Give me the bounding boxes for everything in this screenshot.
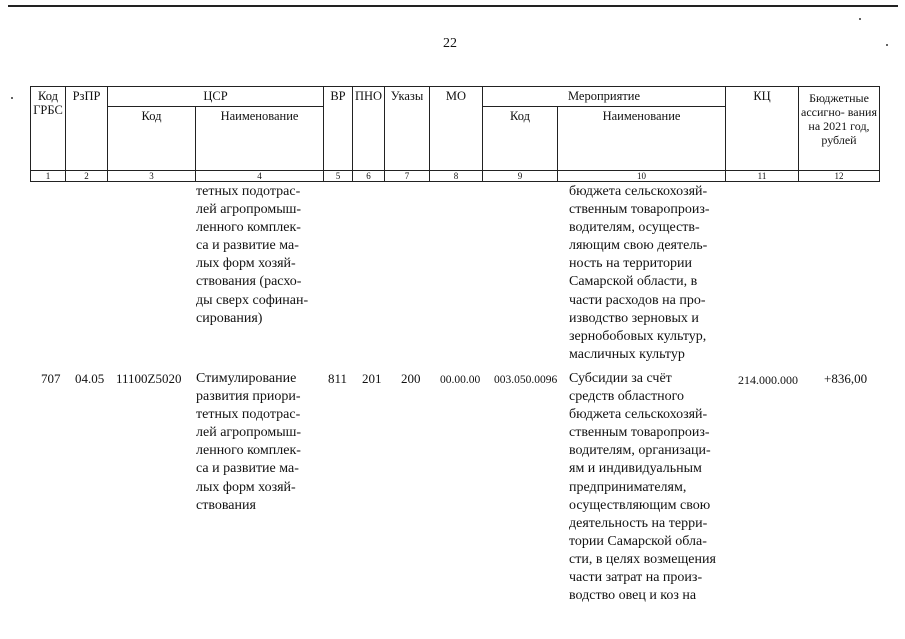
text-line: Субсидии за счёт: [569, 371, 672, 386]
text-line: части затрат на произ-: [569, 570, 703, 586]
text-line: ствования: [196, 497, 256, 513]
text-line: ям и индивидуальным: [569, 461, 702, 477]
scan-speck: [886, 44, 888, 46]
cell-csr-name: [196, 370, 322, 515]
cell-mo: 00.00.00: [440, 374, 481, 386]
header-budget: Бюджетные ассигно- вания на 2021 год, рублей: [799, 87, 880, 171]
text-line: Самарской области, в: [569, 274, 698, 290]
text-line: средств областного: [569, 389, 685, 405]
text-line: развития приори-: [196, 389, 301, 405]
text-line: тетных подотрас-: [196, 184, 301, 199]
text-line: масличных культур: [569, 346, 685, 362]
text-line: ствования (расхо-: [196, 274, 302, 290]
col-number: 2: [66, 171, 108, 182]
col-number: 1: [31, 171, 66, 182]
text-line: лей агропромыш-: [196, 425, 302, 441]
text-line: водителям, организаци-: [569, 443, 711, 459]
text-line: деятельность на терри-: [569, 515, 708, 531]
col-number: 12: [799, 171, 880, 182]
cell-pno: 201: [362, 371, 382, 386]
header-csr: ЦСР: [108, 87, 324, 107]
text-line: лых форм хозяй-: [196, 256, 296, 272]
header-csr-name: Наименование: [196, 107, 324, 171]
text-line: ленного комплек-: [196, 220, 301, 236]
column-number-row: [31, 171, 880, 182]
text-line: части расходов на про-: [569, 292, 706, 308]
header-meropriyatie: Мероприятие: [483, 87, 726, 107]
text-line: ность на территории: [569, 256, 693, 272]
text-line: бюджета сельскохозяй-: [569, 184, 708, 199]
col-number: 9: [483, 171, 558, 182]
text-line: водителям, осуществ-: [569, 220, 700, 236]
text-line: зернобобовых культур,: [569, 328, 707, 344]
continuation-csr-name: [196, 183, 322, 328]
scan-speck: [859, 18, 861, 20]
col-number: 6: [353, 171, 385, 182]
col-number: 7: [385, 171, 430, 182]
header-ukazy: Указы: [385, 87, 430, 171]
cell-rzpr: 04.05: [75, 371, 105, 386]
header-mer-name: Наименование: [558, 107, 726, 171]
text-line: ды сверх софинан-: [196, 292, 309, 308]
cell-kc: 214.000.000: [738, 373, 798, 387]
col-number: 10: [558, 171, 726, 182]
cell-csr-kod: 11100Z5020: [116, 371, 182, 386]
scan-speck: [11, 97, 13, 99]
text-line: са и развитие ма-: [196, 461, 299, 477]
text-line: бюджета сельскохозяй-: [569, 407, 708, 423]
text-line: тории Самарской обла-: [569, 533, 707, 549]
text-line: са и развитие ма-: [196, 238, 299, 254]
col-number: 3: [108, 171, 196, 182]
header-vr: ВР: [324, 87, 353, 171]
header-kod-grbs: Код ГРБС: [31, 87, 66, 171]
col-number: 11: [726, 171, 799, 182]
col-number: 8: [430, 171, 483, 182]
header-rzpr: РзПР: [66, 87, 108, 171]
page-number: 22: [443, 36, 457, 51]
text-line: осуществляющим свою: [569, 497, 711, 513]
text-line: тетных подотрас-: [196, 407, 301, 423]
col-number: 5: [324, 171, 353, 182]
text-line: лых форм хозяй-: [196, 479, 296, 495]
text-line: Стимулирование: [196, 371, 297, 386]
cell-vr: 811: [328, 371, 348, 386]
header-mo: МО: [430, 87, 483, 171]
header-mer-kod: Код: [483, 107, 558, 171]
cell-mer-kod: 003.050.0096: [494, 374, 558, 386]
header-kc: КЦ: [726, 87, 799, 171]
text-line: лей агропромыш-: [196, 202, 302, 218]
budget-table-header: [30, 86, 880, 182]
page-top-rule: [8, 5, 898, 7]
text-line: ляющим свою деятель-: [569, 238, 708, 254]
text-line: водство овец и коз на: [569, 588, 697, 604]
text-line: ственным товаропроиз-: [569, 202, 710, 218]
text-line: предпринимателям,: [569, 479, 687, 495]
continuation-mer-name: [569, 183, 731, 364]
cell-ukazy: 200: [401, 371, 421, 386]
header-pno: ПНО: [353, 87, 385, 171]
cell-budget: +836,00: [824, 371, 868, 386]
col-number: 4: [196, 171, 324, 182]
header-csr-kod: Код: [108, 107, 196, 171]
cell-mer-name: [569, 370, 731, 605]
text-line: ственным товаропроиз-: [569, 425, 710, 441]
cell-grbs: 707: [41, 371, 61, 386]
text-line: изводство зерновых и: [569, 310, 699, 326]
text-line: ленного комплек-: [196, 443, 301, 459]
text-line: сирования): [196, 310, 263, 326]
text-line: сти, в целях возмещения: [569, 551, 716, 567]
